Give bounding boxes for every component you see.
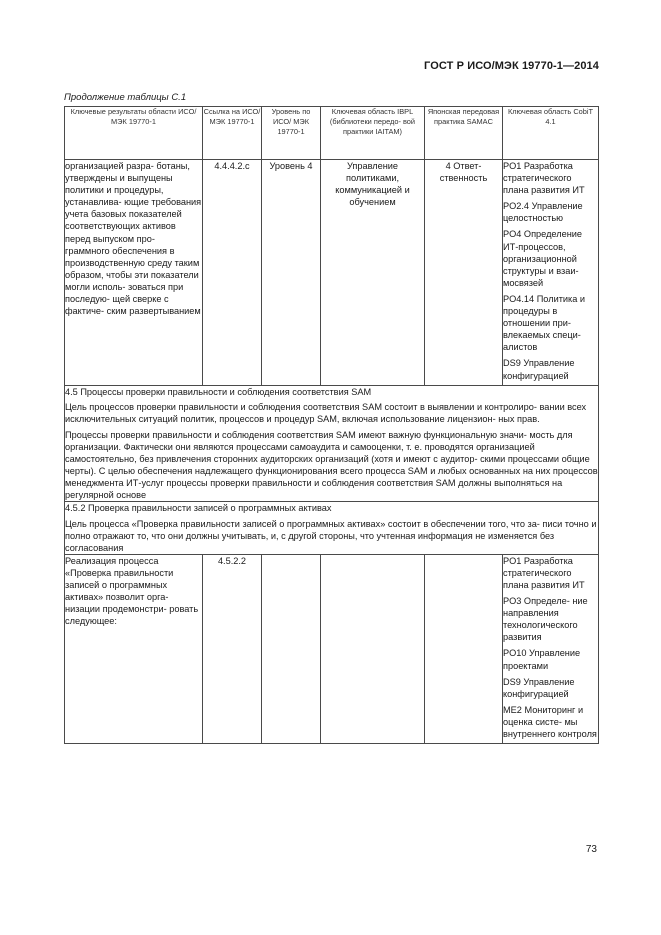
cell-cobit	[503, 554, 599, 743]
cobit-item: PO2.4 Управление целостностью	[503, 201, 583, 224]
document-header: ГОСТ Р ИСО/МЭК 19770-1—2014	[424, 60, 599, 72]
table-row	[65, 160, 599, 386]
cell-result: Реализация процесса «Проверка правильности записей о программных активах» позволит орга- низации продемонстри- ровать следующее:	[65, 554, 203, 743]
column-header-iso-level: Уровень по ИСО/ МЭК 19770-1	[262, 107, 321, 160]
section-paragraph: Цель процесса «Проверка правильности записей о программных активах» состоит в обеспечении того, что за- писи точно и полно отражают то, что они должны учитывать, и, с другой стороны, что учтенная информация не изменяется без согласования	[65, 518, 597, 553]
cell-reference: 4.4.4.2.с	[203, 160, 262, 386]
cobit-item: PO4.14 Политика и процедуры в отношении при- влекаемых специ- алистов	[503, 293, 586, 353]
column-header-iso-reference: Ссылка на ИСО/ МЭК 19770-1	[203, 107, 262, 160]
section-4-5-2	[65, 502, 599, 554]
section-paragraph: Цель процессов проверки правильности и соблюдения соответствия SAM состоит в выявлении и контролиро- вании всех исключительных ситуаций политик, процессов и процедур SAM, включая использование лицензион- ных прав.	[65, 401, 587, 424]
section-title: 4.5 Процессы проверки правильности и соблюдения соответствия SAM	[65, 386, 372, 397]
cell-cobit	[503, 160, 599, 386]
column-header-ibpl: Ключевая область IBPL (библиотеки передо- вой практики IAITAM)	[321, 107, 425, 160]
cell-ibpl: Управление политиками, коммуникацией и обучением	[321, 160, 425, 386]
column-header-samac: Японская передовая практика SAMAC	[425, 107, 503, 160]
page-number: 73	[585, 844, 597, 855]
section-row	[65, 385, 599, 502]
cobit-item: PO1 Разработка стратегического плана развития ИТ	[503, 555, 585, 590]
cell-level: Уровень 4	[262, 160, 321, 386]
cobit-item: PO10 Управление проектами	[503, 648, 581, 671]
cell-ibpl	[321, 554, 425, 743]
table-row	[65, 554, 599, 743]
cell-samac	[425, 554, 503, 743]
section-title: 4.5.2 Проверка правильности записей о программных активах	[65, 503, 332, 514]
table-caption: Продолжение таблицы С.1	[64, 92, 187, 103]
cobit-item: DS9 Управление конфигурацией	[503, 358, 575, 381]
column-header-cobit: Ключевая область CobiT 4.1	[503, 107, 599, 160]
section-row	[65, 502, 599, 554]
cobit-item: ME2 Мониторинг и оценка систе- мы внутреннего контроля	[503, 704, 597, 740]
section-paragraph: Процессы проверки правильности и соблюдения соответствия SAM имеют важную функциональную значи- мость для организации. Фактически они являются процессами самоаудита и самооценки, т. е. проводятся организацией самостоятельно, без привлечения сторонних аудиторских организаций (хотя и имеют с аудитор- скими процессами общие черты). С целью обеспечения надлежащего функционирования всего процесса SAM и любых основанных на них процессов менеджмента ИТ-услуг процессы проверки правильности и соблюдения соответствия SAM должны выполняться на регулярной основе	[65, 429, 598, 501]
table-header-row	[65, 107, 599, 160]
cell-level	[262, 554, 321, 743]
cobit-item: PO1 Разработка стратегического плана развития ИТ	[503, 161, 585, 196]
cobit-item: PO3 Определе- ние направления технологического развития	[503, 596, 588, 643]
cell-result: организацией разра- ботаны, утверждены и выпущены политики и процедуры, устанавлива- ющие требования учета базовых показателей соответствующих активов перед выпуском про- граммного обеспечения в производственную среду таким образом, чтобы эти показатели могли исполь- зоваться при последую- щей сверке с фактиче- ским развертыванием	[65, 160, 203, 386]
mapping-table	[64, 106, 599, 744]
section-4-5	[65, 385, 599, 502]
cell-reference: 4.5.2.2	[203, 554, 262, 743]
cobit-item: PO4 Определение ИТ-процессов, организационной структуры и взаи- мосвязей	[503, 229, 583, 288]
cell-samac: 4 Ответ- ственность	[425, 160, 503, 386]
cobit-item: DS9 Управление конфигурацией	[503, 676, 575, 699]
column-header-iso-results: Ключевые результаты области ИСО/МЭК 19770-1	[65, 107, 203, 160]
